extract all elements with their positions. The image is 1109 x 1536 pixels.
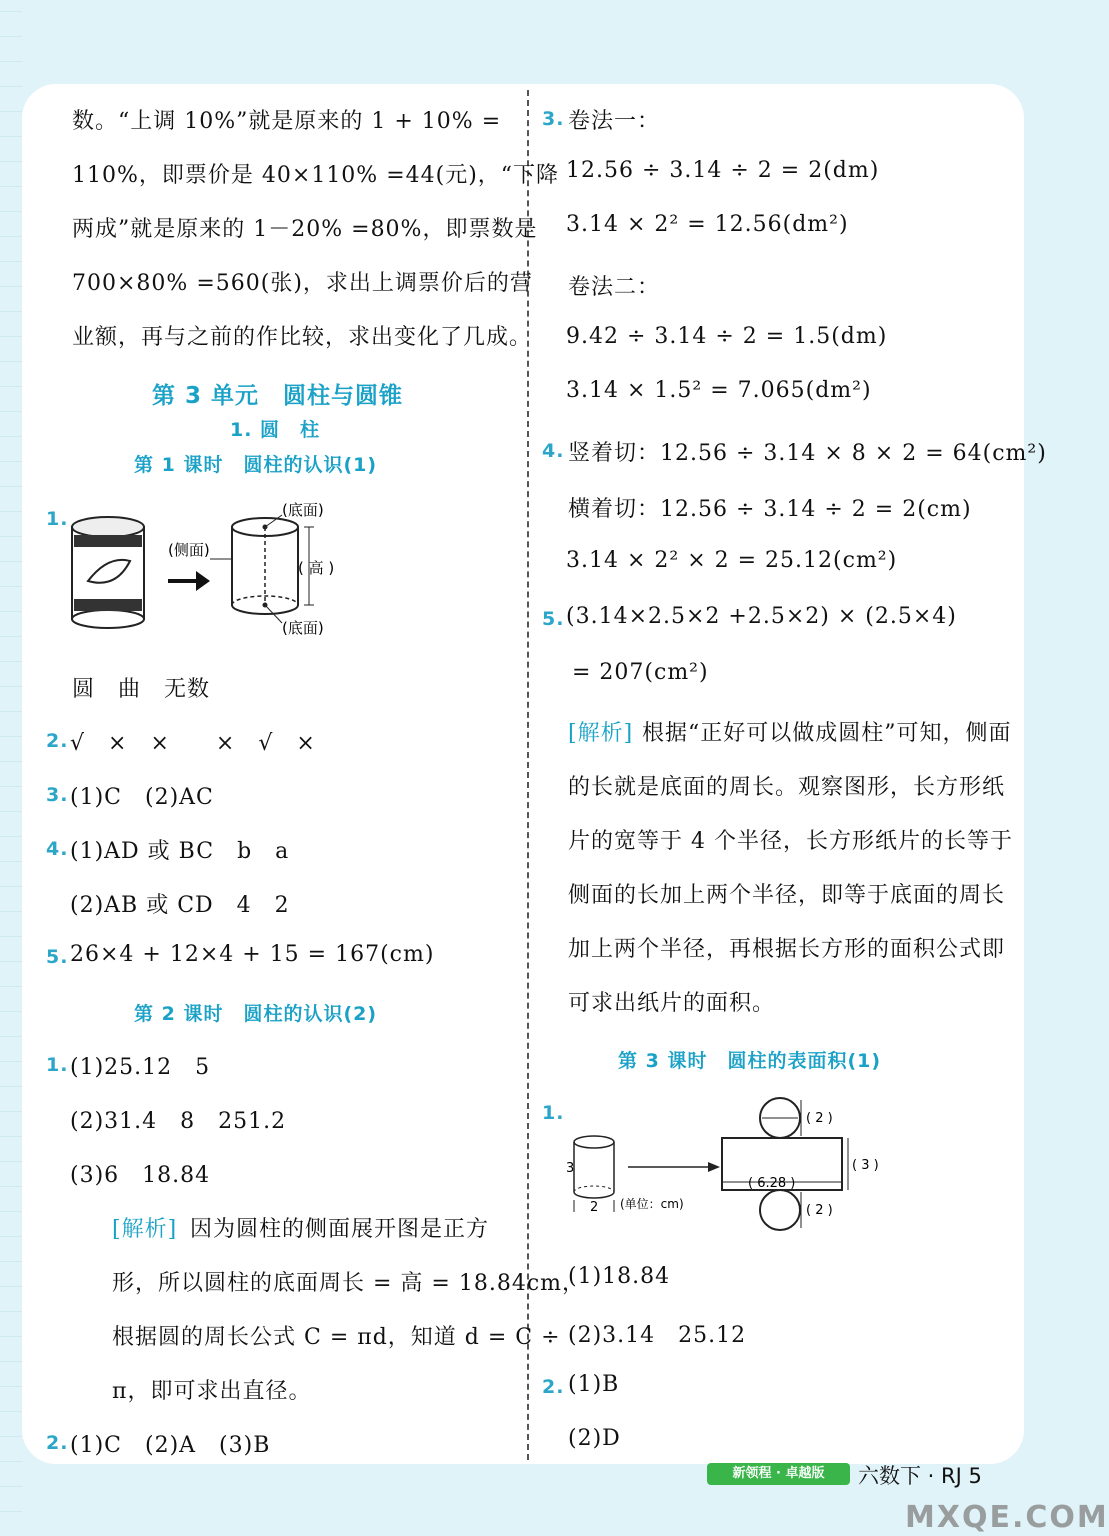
net-figure [560, 1092, 920, 1242]
question-number: 4. [46, 838, 69, 860]
side-label: (侧面) [168, 541, 210, 559]
width-label: ( 3 ) [852, 1158, 879, 1173]
answer-line: 12.56 ÷ 3.14 ÷ 2 = 2(dm) [566, 158, 880, 183]
analysis-line: π，即可求出直径。 [112, 1379, 312, 1404]
analysis-line: 加上两个半径，再根据长方形的面积公式即 [568, 937, 1006, 962]
question-number: 1. [542, 1102, 565, 1124]
question-number: 5. [46, 946, 69, 968]
question-number: 1. [46, 508, 69, 530]
answer-line: (2)31.4 8 251.2 [70, 1109, 287, 1134]
question-number: 3. [542, 108, 565, 130]
intro-line: 业额，再与之前的作比较，求出变化了几成。 [72, 325, 533, 350]
lesson-title: 第 2 课时 圆柱的认识(2) [134, 1003, 378, 1025]
intro-line: 数。“上调 10%”就是原来的 1 + 10% = [72, 109, 502, 134]
lesson-title: 第 1 课时 圆柱的认识(1) [134, 454, 378, 476]
answer-line: (1)C (2)A (3)B [70, 1433, 271, 1458]
height-label: ( 高 ) [298, 559, 335, 577]
analysis-line: 片的宽等于 4 个半径，长方形纸片的长等于 [568, 829, 1013, 854]
answer-line: (1)B [568, 1372, 620, 1397]
answer-line: 3.14 × 2² × 2 = 25.12(cm²) [566, 548, 898, 573]
height-value: 3 [566, 1161, 575, 1176]
can-image [72, 517, 144, 628]
arrow-icon [168, 571, 210, 591]
answer-line: 横着切：12.56 ÷ 3.14 ÷ 2 = 2(cm) [568, 497, 972, 522]
cylinder-figure [60, 495, 380, 655]
bottom-label: (底面) [282, 619, 324, 637]
answer-line: (2)D [568, 1426, 621, 1451]
length-label: ( 6.28 ) [748, 1176, 796, 1191]
answer-line: √ × × × √ × [70, 731, 316, 756]
question-number: 2. [542, 1376, 565, 1398]
question-number: 3. [46, 784, 69, 806]
answer-line: 9.42 ÷ 3.14 ÷ 2 = 1.5(dm) [566, 324, 888, 349]
answer-line: 卷法一： [568, 109, 661, 134]
section-title: 1. 圆 柱 [230, 419, 321, 441]
answer-line: (1)18.84 [568, 1264, 671, 1289]
unit-title: 第 3 单元 圆柱与圆锥 [152, 383, 404, 409]
question-number: 2. [46, 1432, 69, 1454]
analysis-line: 根据圆的周长公式 C = πd，知道 d = C ÷ [112, 1325, 561, 1350]
answer-line: = 207(cm²) [572, 660, 709, 685]
answer-line: 3.14 × 2² = 12.56(dm²) [566, 212, 849, 237]
answer-line: 竖着切：12.56 ÷ 3.14 × 8 × 2 = 64(cm²) [568, 441, 1047, 466]
answer-line: (2)AB 或 CD 4 2 [70, 893, 290, 918]
circle-label: ( 2 ) [806, 1111, 833, 1126]
diameter-value: 2 [590, 1200, 599, 1215]
answer-line: (3.14×2.5×2 +2.5×2) × (2.5×4) [566, 604, 957, 629]
answer-line: 圆 曲 无数 [72, 677, 211, 702]
analysis-tag: [解析] [568, 721, 634, 746]
top-label: (底面) [282, 501, 324, 519]
brand-badge: 新领程 · 卓越版 [707, 1463, 850, 1485]
analysis-line: 的长就是底面的周长。观察图形，长方形纸 [568, 775, 1006, 800]
watermark: MXQE.COM [905, 1500, 1109, 1535]
analysis-line: 形，所以圆柱的底面周长 = 高 = 18.84cm， [112, 1271, 586, 1296]
intro-line: 700×80% =560(张)，求出上调票价后的营 [72, 271, 533, 296]
question-number: 2. [46, 730, 69, 752]
answer-line: (1)25.12 5 [70, 1055, 211, 1080]
question-number: 1. [46, 1054, 69, 1076]
answer-line: 卷法二： [568, 275, 661, 300]
analysis-line: 可求出纸片的面积。 [568, 991, 776, 1016]
answer-line: 3.14 × 1.5² = 7.065(dm²) [566, 378, 872, 403]
circle-label: ( 2 ) [806, 1203, 833, 1218]
answer-line: (1)C (2)AC [70, 785, 214, 810]
question-number: 5. [542, 608, 565, 630]
analysis-line: 因为圆柱的侧面展开图是正方 [190, 1217, 490, 1242]
answer-line: (2)3.14 25.12 [568, 1323, 747, 1348]
answer-line: 26×4 + 12×4 + 15 = 167(cm) [70, 942, 435, 967]
answer-line: (1)AD 或 BC b a [70, 839, 290, 864]
answer-line: (3)6 18.84 [70, 1163, 211, 1188]
analysis-line: 根据“正好可以做成圆柱”可知，侧面 [642, 721, 1012, 746]
question-number: 4. [542, 440, 565, 462]
arrow-icon [708, 1162, 720, 1172]
analysis-line: 侧面的长加上两个半径，即等于底面的周长 [568, 883, 1006, 908]
analysis-tag: [解析] [112, 1217, 178, 1242]
lesson-title: 第 3 课时 圆柱的表面积(1) [618, 1050, 882, 1072]
page-edge-grid [0, 0, 22, 1536]
intro-line: 110%，即票价是 40×110% =44(元)，“下降 [72, 163, 560, 188]
unit-label: (单位：cm) [620, 1197, 684, 1211]
intro-line: 两成”就是原来的 1－20% =80%，即票数是 [72, 217, 538, 242]
page-number: 六数下 · RJ 5 [858, 1464, 982, 1488]
